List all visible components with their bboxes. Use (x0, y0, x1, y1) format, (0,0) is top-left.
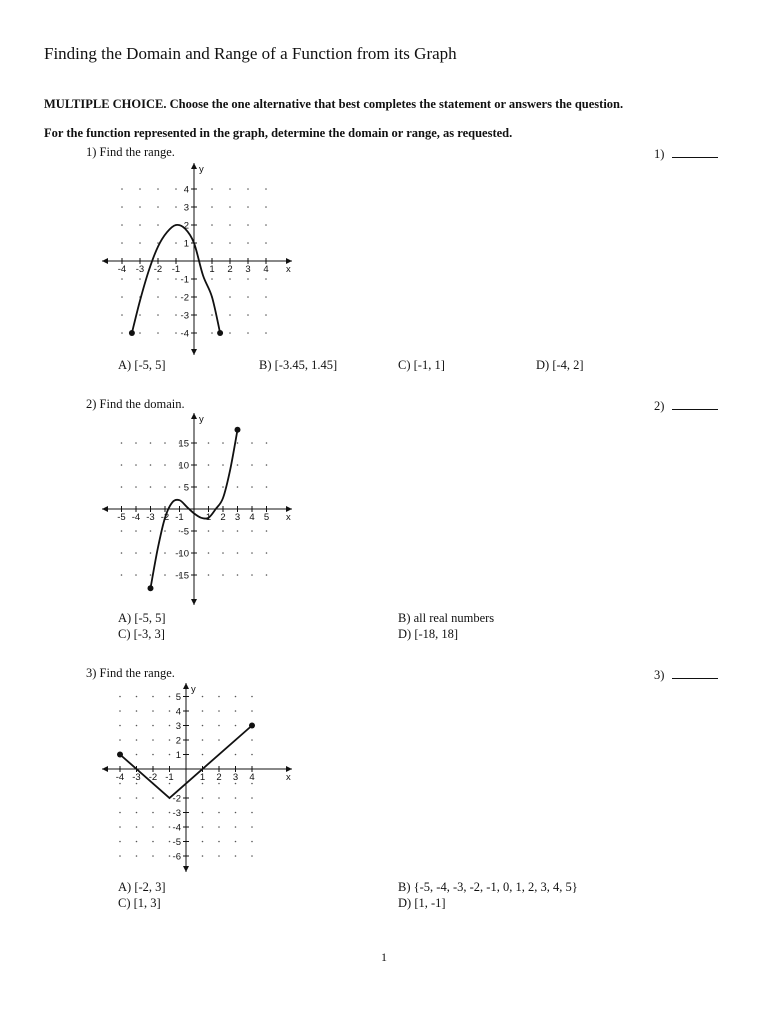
g3-grid-dot (152, 841, 154, 843)
g1-grid-dot (265, 188, 267, 190)
g3-grid-dot (235, 797, 237, 799)
g3-grid-dot (136, 725, 138, 727)
g3-grid-dot (202, 841, 204, 843)
g3-grid-dot (218, 841, 220, 843)
g3-grid-dot (251, 797, 253, 799)
g1-grid-dot (175, 278, 177, 280)
g2-x-tick-label: 5 (263, 512, 270, 523)
g2-grid-dot (150, 574, 152, 576)
g1-grid-dot (121, 242, 123, 244)
g2-grid-dot (208, 442, 210, 444)
g1-grid-dot (175, 296, 177, 298)
g2-grid-dot (150, 442, 152, 444)
g2-endpoint (235, 427, 241, 433)
answer-blank-3[interactable] (672, 666, 718, 679)
g3-grid-dot (218, 797, 220, 799)
g1-grid-dot (247, 332, 249, 334)
g3-grid-dot (136, 826, 138, 828)
g2-grid-dot (150, 464, 152, 466)
q2-choice-b[interactable]: B) all real numbers (398, 611, 495, 625)
g2-grid-dot (222, 486, 224, 488)
g1-grid-dot (175, 188, 177, 190)
g3-grid-dot (119, 710, 121, 712)
g3-grid-dot (119, 841, 121, 843)
g3-grid-dot (235, 812, 237, 814)
g1-grid-dot (175, 242, 177, 244)
instructions: MULTIPLE CHOICE. Choose the one alternative that best completes the statement or answers the question. (44, 97, 624, 111)
g2-grid-dot (237, 464, 239, 466)
question-1-answer (654, 145, 718, 162)
g2-y-tick-label: -15 (175, 570, 189, 582)
g1-grid-dot (175, 206, 177, 208)
g2-y-axis-label: y (199, 414, 204, 425)
answer-blank-1[interactable] (672, 145, 718, 158)
g1-grid-dot (139, 242, 141, 244)
g2-grid-dot (164, 442, 166, 444)
g1-x-axis-label: x (286, 264, 291, 275)
g3-grid-dot (152, 696, 154, 698)
g1-grid-dot (247, 188, 249, 190)
graph-1 (96, 160, 296, 360)
question-3-answer (654, 666, 718, 683)
g3-grid-dot (218, 739, 220, 741)
g2-grid-dot (208, 574, 210, 576)
g3-y-tick-label: -2 (172, 793, 181, 805)
g1-y-tick-label: -4 (180, 328, 189, 340)
g1-y-tick-label: 1 (183, 238, 189, 250)
g3-y-tick-label: 4 (175, 706, 181, 718)
g2-grid-dot (251, 574, 253, 576)
g2-y-tick-label: -10 (175, 548, 189, 560)
g2-y-tick-label: 5 (183, 482, 189, 494)
g3-grid-dot (152, 826, 154, 828)
g1-y-tick-label: 2 (183, 220, 189, 232)
g3-endpoint (249, 723, 255, 729)
g3-grid-dot (136, 812, 138, 814)
g3-grid-dot (136, 841, 138, 843)
g2-grid-dot (164, 552, 166, 554)
g3-grid-dot (119, 696, 121, 698)
g2-grid-dot (135, 442, 137, 444)
g1-grid-dot (211, 314, 213, 316)
g1-x-tick-label: 1 (209, 264, 215, 275)
graph-1-plot (102, 163, 292, 355)
g3-grid-dot (218, 710, 220, 712)
q1-choice-a[interactable]: A) [-5, 5] (118, 358, 166, 372)
g3-grid-dot (136, 696, 138, 698)
g1-grid-dot (211, 242, 213, 244)
g2-grid-dot (237, 530, 239, 532)
g1-grid-dot (247, 242, 249, 244)
g3-grid-dot (136, 739, 138, 741)
question-3-prompt: 3) Find the range. (86, 666, 175, 680)
g2-grid-dot (135, 552, 137, 554)
g3-grid-dot (152, 855, 154, 857)
g2-grid-dot (164, 464, 166, 466)
g2-x-axis-label: x (286, 512, 291, 523)
g2-grid-dot (164, 486, 166, 488)
g1-grid-dot (139, 224, 141, 226)
g2-grid-dot (266, 552, 268, 554)
g1-x-tick-label: 3 (245, 264, 251, 275)
g2-grid-dot (150, 486, 152, 488)
g3-grid-dot (136, 855, 138, 857)
g2-grid-dot (222, 574, 224, 576)
g1-grid-dot (229, 278, 231, 280)
g3-grid-dot (235, 826, 237, 828)
g1-grid-dot (247, 278, 249, 280)
g2-y-arrow-down (191, 599, 197, 605)
g3-grid-dot (251, 841, 253, 843)
g1-grid-dot (265, 278, 267, 280)
g1-endpoint (217, 330, 223, 336)
g2-grid-dot (237, 574, 239, 576)
g3-y-tick-label: -6 (172, 851, 181, 863)
question-1-number: 1) (654, 147, 665, 161)
g2-grid-dot (222, 442, 224, 444)
g3-grid-dot (152, 812, 154, 814)
g3-x-tick-label: -3 (132, 772, 141, 783)
g1-grid-dot (175, 314, 177, 316)
g3-x-tick-label: 1 (199, 772, 206, 783)
g1-grid-dot (157, 188, 159, 190)
g3-grid-dot (202, 739, 204, 741)
g1-grid-dot (157, 206, 159, 208)
g1-grid-dot (139, 188, 141, 190)
g2-grid-dot (135, 530, 137, 532)
g2-grid-dot (121, 464, 123, 466)
g3-y-tick-label: -5 (172, 837, 181, 848)
g2-grid-dot (266, 574, 268, 576)
g2-grid-dot (179, 486, 181, 488)
g1-grid-dot (121, 278, 123, 280)
g1-y-tick-label: 3 (183, 202, 189, 214)
g1-grid-dot (211, 188, 213, 190)
g1-x-tick-label: 2 (227, 264, 233, 275)
g2-grid-dot (222, 464, 224, 466)
g1-y-arrow-up (191, 163, 197, 169)
g2-grid-dot (121, 486, 123, 488)
g2-grid-dot (251, 530, 253, 532)
g1-x-tick-label: 4 (263, 264, 269, 275)
g2-x-tick-label: -4 (131, 512, 141, 523)
g2-grid-dot (251, 464, 253, 466)
g1-grid-dot (247, 206, 249, 208)
question-2-prompt: 2) Find the domain. (86, 397, 185, 411)
g3-grid-dot (169, 710, 171, 712)
answer-blank-2[interactable] (672, 397, 718, 410)
g1-grid-dot (211, 224, 213, 226)
g1-grid-dot (229, 188, 231, 190)
g1-grid-dot (139, 314, 141, 316)
question-2-answer (654, 397, 718, 414)
g1-grid-dot (157, 314, 159, 316)
g3-x-tick-label: 4 (249, 772, 255, 783)
lead-text: For the function represented in the graph, determine the domain or range, as requested. (44, 126, 513, 140)
page-number: 1 (381, 950, 387, 964)
g1-grid-dot (229, 206, 231, 208)
g3-grid-dot (169, 739, 171, 741)
graph-3-plot (102, 683, 292, 872)
g3-grid-dot (218, 812, 220, 814)
g3-grid-dot (235, 725, 237, 727)
g2-grid-dot (135, 464, 137, 466)
g2-x-tick-label: 2 (220, 512, 226, 523)
g3-y-tick-label: 3 (175, 721, 181, 732)
g3-grid-dot (235, 710, 237, 712)
g1-grid-dot (265, 314, 267, 316)
g1-grid-dot (265, 242, 267, 244)
g3-x-tick-label: 3 (232, 772, 239, 783)
q1-choice-d[interactable]: D) [-4, 2] (536, 358, 584, 372)
g2-x-tick-label: 3 (234, 512, 241, 523)
g1-grid-dot (265, 296, 267, 298)
g2-endpoint (148, 585, 154, 591)
g3-y-tick-label: 2 (175, 735, 181, 747)
g3-grid-dot (235, 841, 237, 843)
g3-grid-dot (218, 855, 220, 857)
g3-grid-dot (218, 696, 220, 698)
g1-grid-dot (157, 332, 159, 334)
g3-grid-dot (169, 812, 171, 814)
g3-endpoint (117, 752, 123, 758)
g1-grid-dot (229, 296, 231, 298)
question-3-number: 3) (654, 668, 665, 682)
g3-grid-dot (251, 710, 253, 712)
graph-2 (96, 410, 296, 610)
g1-grid-dot (229, 242, 231, 244)
graph-3 (96, 680, 296, 876)
question-2-number: 2) (654, 399, 665, 413)
g1-grid-dot (247, 296, 249, 298)
g2-grid-dot (208, 530, 210, 532)
g3-grid-dot (169, 841, 171, 843)
g1-grid-dot (265, 224, 267, 226)
g3-grid-dot (202, 710, 204, 712)
g2-grid-dot (237, 442, 239, 444)
g2-x-tick-label: 4 (249, 512, 255, 523)
g1-endpoint (129, 330, 135, 336)
g1-grid-dot (139, 206, 141, 208)
g2-y-arrow-up (191, 413, 197, 419)
g2-grid-dot (251, 552, 253, 554)
q1-choice-c[interactable]: C) [-1, 1] (398, 358, 445, 372)
g3-y-tick-label: 1 (175, 750, 181, 761)
g2-x-tick-label: -1 (175, 512, 184, 523)
g2-x-tick-label: 1 (205, 512, 212, 523)
g3-grid-dot (169, 855, 171, 857)
g3-grid-dot (251, 812, 253, 814)
g2-grid-dot (266, 486, 268, 488)
g1-grid-dot (121, 188, 123, 190)
g3-grid-dot (152, 725, 154, 727)
g3-y-tick-label: -4 (172, 822, 181, 834)
g3-grid-dot (169, 754, 171, 756)
g2-grid-dot (164, 574, 166, 576)
g1-grid-dot (121, 332, 123, 334)
g2-grid-dot (150, 530, 152, 532)
g2-grid-dot (121, 530, 123, 532)
g1-grid-dot (121, 206, 123, 208)
g2-grid-dot (150, 552, 152, 554)
g2-grid-dot (266, 442, 268, 444)
g3-grid-dot (152, 797, 154, 799)
g1-y-tick-label: -1 (180, 274, 189, 286)
g1-grid-dot (265, 206, 267, 208)
q1-choice-b[interactable]: B) [-3.45, 1.45] (259, 358, 338, 372)
g3-y-tick-label: 5 (175, 692, 181, 703)
g1-x-arrow-left (102, 258, 108, 264)
g3-grid-dot (251, 754, 253, 756)
g1-grid-dot (121, 314, 123, 316)
g2-x-arrow-left (102, 506, 108, 512)
g2-x-tick-label: -3 (146, 512, 155, 523)
g1-x-tick-label: -3 (135, 264, 145, 275)
g3-y-axis-label: y (191, 684, 196, 695)
g2-grid-dot (222, 530, 224, 532)
g1-y-tick-label: -2 (180, 292, 189, 304)
g1-x-tick-label: -4 (117, 264, 127, 275)
g3-grid-dot (202, 855, 204, 857)
g3-grid-dot (136, 710, 138, 712)
q3-choice-d[interactable]: D) [1, -1] (398, 896, 446, 910)
g3-grid-dot (202, 696, 204, 698)
g3-grid-dot (251, 826, 253, 828)
g1-grid-dot (139, 278, 141, 280)
g2-grid-dot (135, 486, 137, 488)
g1-grid-dot (139, 332, 141, 334)
g3-x-tick-label: -4 (115, 772, 125, 783)
q2-choice-d[interactable]: D) [-18, 18] (398, 627, 459, 641)
g3-grid-dot (251, 739, 253, 741)
g3-grid-dot (136, 754, 138, 756)
g1-grid-dot (247, 314, 249, 316)
g3-y-arrow-down (183, 866, 189, 872)
q2-choice-a[interactable]: A) [-5, 5] (118, 611, 166, 625)
g1-grid-dot (229, 224, 231, 226)
q3-choice-b[interactable]: B) {-5, -4, -3, -2, -1, 0, 1, 2, 3, 4, 5} (398, 880, 578, 894)
g3-grid-dot (119, 826, 121, 828)
g3-x-tick-label: 2 (216, 772, 222, 783)
q3-choice-c[interactable]: C) [1, 3] (118, 896, 161, 910)
g2-grid-dot (208, 464, 210, 466)
g1-grid-dot (121, 224, 123, 226)
g3-x-axis-label: x (286, 772, 291, 783)
page-title: Finding the Domain and Range of a Function from its Graph (44, 44, 457, 63)
g3-grid-dot (136, 797, 138, 799)
g1-grid-dot (211, 206, 213, 208)
g1-grid-dot (211, 278, 213, 280)
g2-x-tick-label: -5 (117, 512, 126, 523)
g3-grid-dot (119, 725, 121, 727)
g2-grid-dot (121, 574, 123, 576)
g3-grid-dot (152, 739, 154, 741)
g1-grid-dot (157, 296, 159, 298)
g3-grid-dot (202, 826, 204, 828)
g1-grid-dot (229, 332, 231, 334)
g3-grid-dot (169, 725, 171, 727)
g1-y-arrow-down (191, 349, 197, 355)
g2-grid-dot (237, 486, 239, 488)
g3-grid-dot (235, 754, 237, 756)
question-1-prompt: 1) Find the range. (86, 145, 175, 159)
g1-grid-dot (157, 278, 159, 280)
g3-grid-dot (119, 855, 121, 857)
g2-grid-dot (266, 530, 268, 532)
g3-grid-dot (202, 797, 204, 799)
g3-grid-dot (218, 725, 220, 727)
g2-grid-dot (222, 552, 224, 554)
g3-grid-dot (202, 725, 204, 727)
g2-y-tick-label: 15 (178, 438, 189, 450)
g2-grid-dot (251, 486, 253, 488)
g1-y-tick-label: -3 (180, 310, 189, 322)
g1-x-tick-label: -2 (153, 264, 163, 275)
g3-x-tick-label: -2 (148, 772, 158, 783)
g2-y-tick-label: -5 (180, 526, 189, 538)
g3-x-arrow-left (102, 766, 108, 772)
g3-grid-dot (119, 739, 121, 741)
g2-grid-dot (135, 574, 137, 576)
g3-grid-dot (218, 826, 220, 828)
g2-grid-dot (208, 552, 210, 554)
g3-grid-dot (119, 812, 121, 814)
g2-grid-dot (121, 552, 123, 554)
g2-grid-dot (237, 552, 239, 554)
g1-grid-dot (157, 224, 159, 226)
g3-y-arrow-up (183, 683, 189, 689)
q3-choice-a[interactable]: A) [-2, 3] (118, 880, 166, 894)
g1-y-axis-label: y (199, 164, 204, 175)
g1-grid-dot (121, 296, 123, 298)
g3-grid-dot (251, 855, 253, 857)
g3-grid-dot (169, 696, 171, 698)
g1-y-tick-label: 4 (183, 184, 189, 196)
g1-grid-dot (265, 332, 267, 334)
g3-grid-dot (152, 710, 154, 712)
g1-grid-dot (211, 332, 213, 334)
g3-grid-dot (235, 855, 237, 857)
g1-grid-dot (229, 314, 231, 316)
g2-grid-dot (208, 486, 210, 488)
g3-y-tick-label: -3 (172, 808, 181, 819)
g2-grid-dot (251, 442, 253, 444)
g3-grid-dot (169, 826, 171, 828)
g2-y-tick-label: 10 (178, 460, 189, 472)
g3-grid-dot (152, 754, 154, 756)
g3-grid-dot (251, 696, 253, 698)
q2-choice-c[interactable]: C) [-3, 3] (118, 627, 165, 641)
g3-grid-dot (202, 754, 204, 756)
g1-grid-dot (247, 224, 249, 226)
g3-grid-dot (235, 696, 237, 698)
g2-grid-dot (266, 464, 268, 466)
g2-x-tick-label: -2 (160, 512, 170, 523)
g2-grid-dot (164, 530, 166, 532)
g2-grid-dot (121, 442, 123, 444)
g3-grid-dot (202, 812, 204, 814)
graph-2-plot (102, 413, 292, 605)
g3-grid-dot (119, 797, 121, 799)
g1-x-tick-label: -1 (171, 264, 181, 275)
g3-x-tick-label: -1 (165, 772, 174, 783)
g1-grid-dot (175, 332, 177, 334)
